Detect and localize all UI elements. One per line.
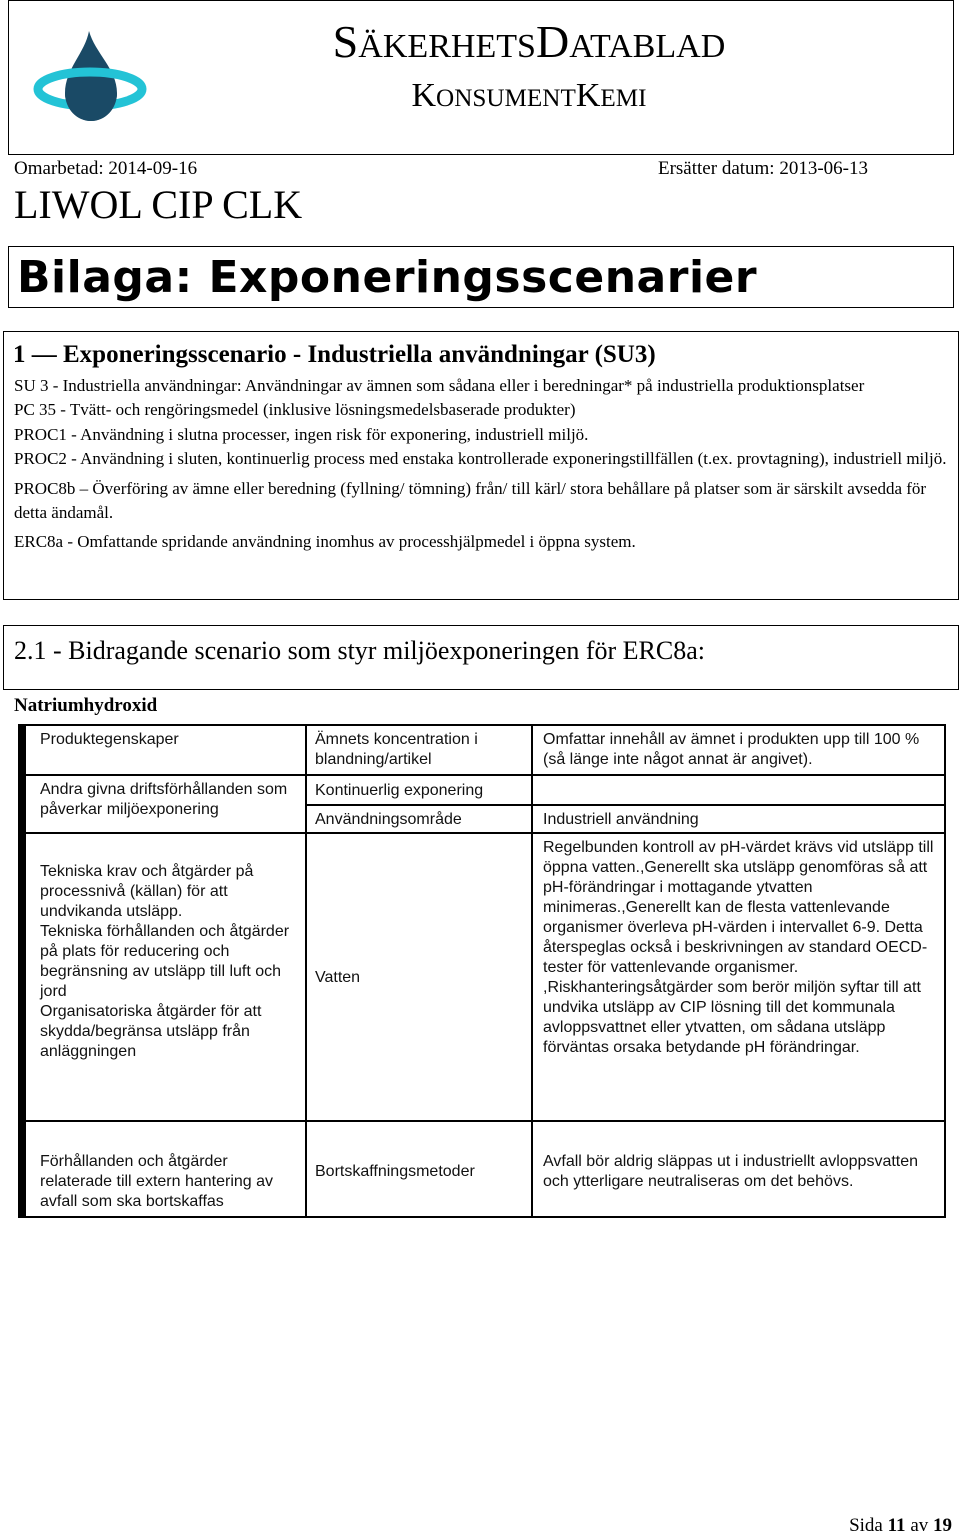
replaces-date: Ersätter datum: 2013-06-13 [657,158,868,179]
table-cell: Regelbunden kontroll av pH-värdet krävs vid utsläpp till öppna vatten.,Generellt ska utsläpp genomföras så att pH-förändringar i mottagande ytvatten minimeras.,Generellt kan de flesta vattenlevande organismer överleva pH-värden i intervallet 6-9. Detta återspeglas också i beskrivningen av standard OECD-tester för vattenlevande organismer. ,Riskhanteringsåtgärder som berör miljön syftar till att undvika utsläpp av CIP lösning till det kommunala avloppsvattnet eller ytvatten, om sådana utsläpp förväntas orsaka betydande pH förändringar. [532,833,945,1121]
product-name: LIWOL CIP CLK [14,182,303,227]
table-cell: Produktegenskaper [22,725,306,775]
table-cell-text: Tekniska krav och åtgärder på processnivå (källan) för att undvikanda utsläpp. [40,863,254,920]
scenario-line-proc8b: PROC8b – Överföring av ämne eller beredning (fyllning/ tömning) från/ till kärl/ stora behållare på platser som är särskilt avsedda för detta ändamål. [14,478,927,523]
table-cell-text: Tekniska förhållanden och åtgärder på plats för reducering och begränsning av utsläpp till luft och jord [40,923,290,1000]
table-cell [532,775,945,805]
scenario-line-proc1: PROC1 - Användning i slutna processer, ingen risk för exponering, industriell miljö. [14,424,589,444]
table-cell: Omfattar innehåll av ämnet i produkten upp till 100 % (så länge inte något annat är angivet). [532,725,945,775]
table-cell: Ämnets koncentration i blandning/artikel [306,725,532,775]
table-row [22,833,945,1121]
document-header [8,0,954,155]
table-cell [22,833,306,1121]
sds-title: SÄKERHETSDATABLAD [332,16,726,67]
sds-subtitle: KONSUMENTKEMI [411,77,647,114]
table-cell-text: Organisatoriska åtgärder för att skydda/begränsa utsläpp från anläggningen [40,1003,262,1060]
table-cell: Andra givna driftsförhållanden som påverkar miljöexponering [22,775,306,833]
table-row [22,1121,945,1217]
scenario-title: 1 — Exponeringsscenario - Industriella användningar (SU3) [13,341,656,368]
table-cell: Användningsområde [306,805,532,833]
table-cell: Bortskaffningsmetoder [306,1121,532,1217]
table-row [22,725,945,775]
contributing-scenario-box [3,625,959,690]
table-cell: Kontinuerlig exponering [306,775,532,805]
annex-heading-box [8,246,954,308]
exposure-scenario-box [3,331,959,600]
revised-date: Omarbetad: 2014-09-16 [14,158,198,179]
water-drop-logo-icon [27,23,157,138]
page-number: Sida 11 av 19 [849,1515,952,1535]
scenario-line-erc8a: ERC8a - Omfattande spridande användning inomhus av processhjälpmedel i öppna system. [14,532,636,552]
annex-title: Bilaga: Exponeringsscenarier [17,252,758,303]
scenario-line-su3: SU 3 - Industriella användningar: Användningar av ämnen som sådana eller i beredningar* på industriella produktionsplatser [14,376,865,395]
substance-name: Natriumhydroxid [14,695,158,716]
table-cell: Industriell användning [532,805,945,833]
contributing-scenario-title: 2.1 - Bidragande scenario som styr miljöexponeringen för ERC8a: [14,636,706,665]
environmental-exposure-table [18,724,946,1218]
scenario-descriptors [14,374,949,555]
scenario-line-pc35: PC 35 - Tvätt- och rengöringsmedel (inklusive lösningsmedelsbaserade produkter) [14,400,576,420]
table-cell: Förhållanden och åtgärder relaterade till extern hantering av avfall som ska bortskaffas [22,1121,306,1217]
table-row [22,775,945,805]
table-cell: Vatten [306,833,532,1121]
table-cell: Avfall bör aldrig släppas ut i industriellt avloppsvatten och ytterligare neutraliseras om det behövs. [532,1121,945,1217]
scenario-line-proc2: PROC2 - Användning i sluten, kontinuerlig process med enstaka kontrollerade exponeringstillfällen (t.ex. provtagning), industriell miljö. [14,449,947,469]
